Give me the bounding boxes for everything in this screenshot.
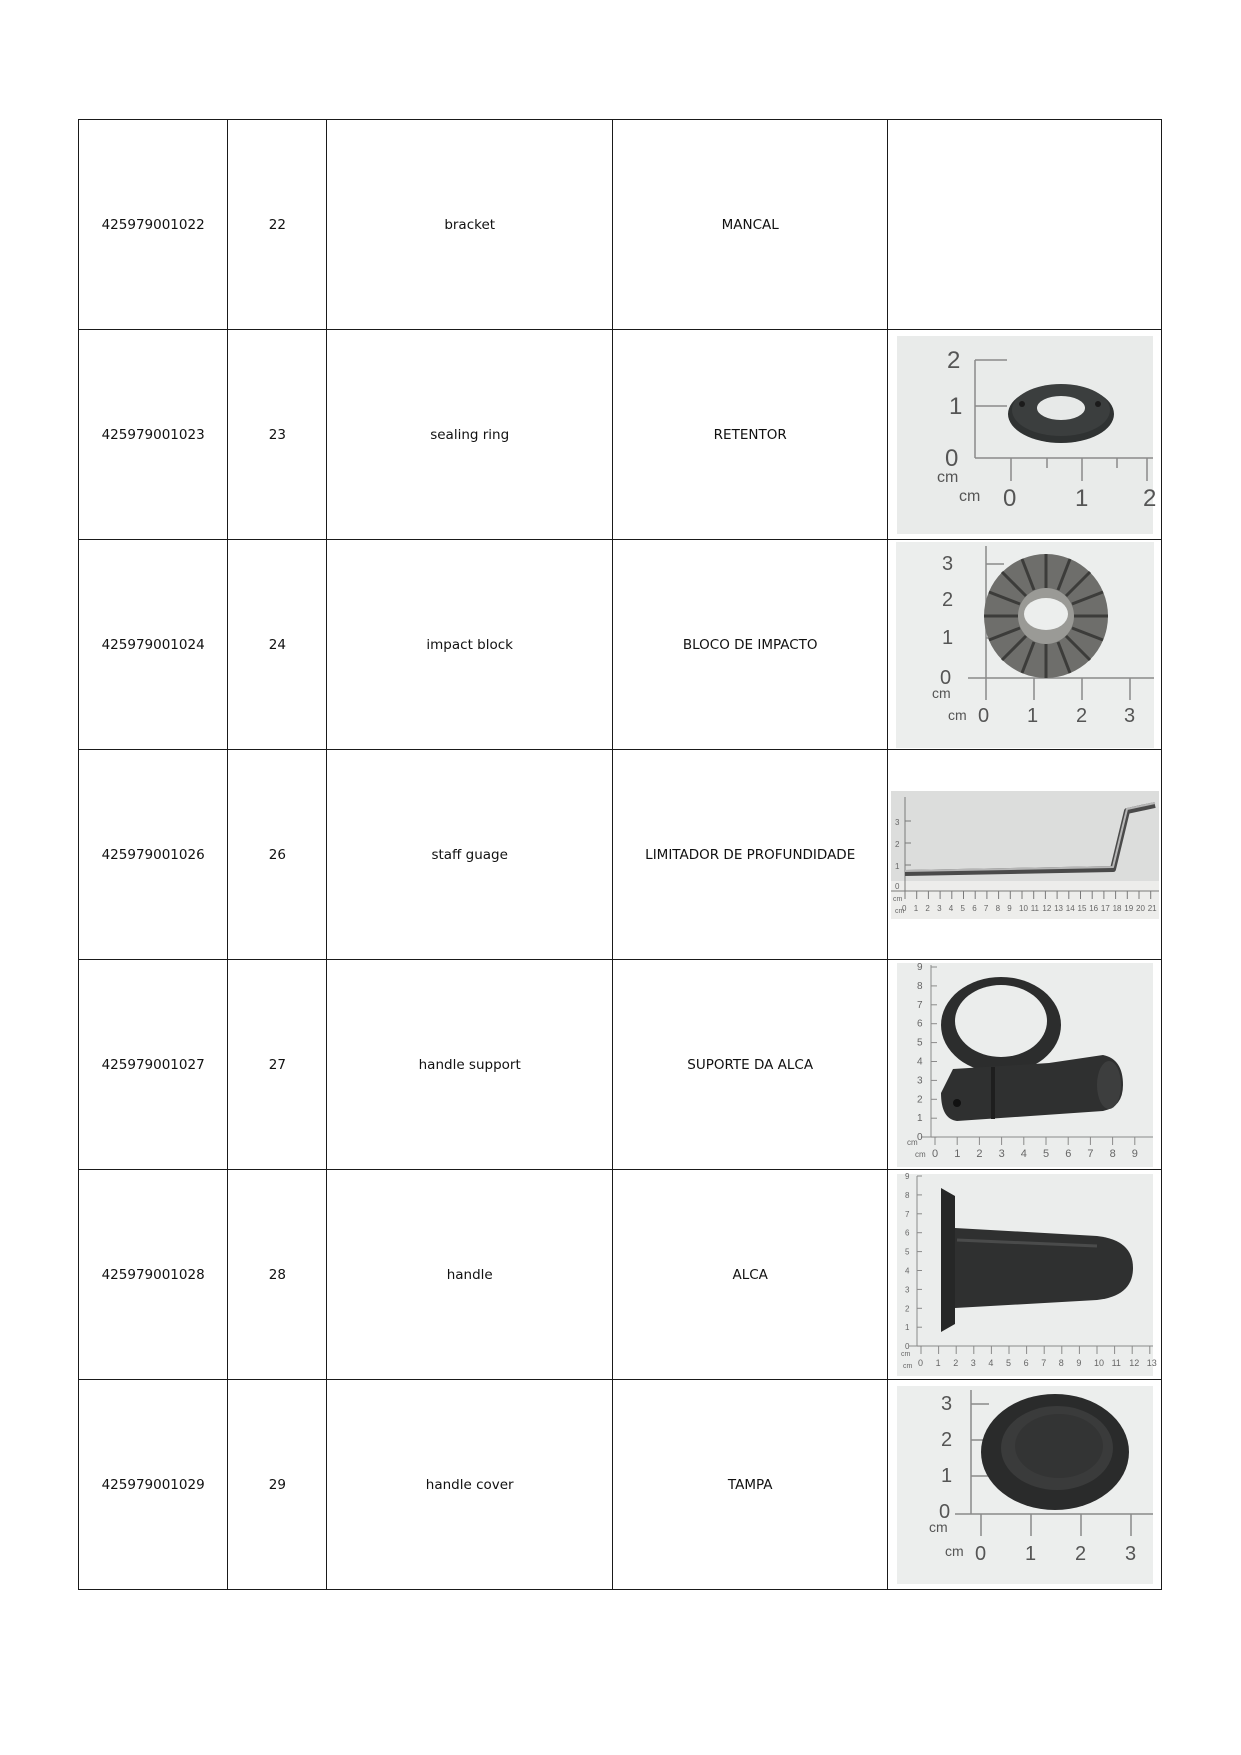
ruler-y-tick: 1 — [916, 1112, 923, 1124]
ruler-x-tick: 0 — [1002, 484, 1017, 512]
ruler-x-tick: 4 — [948, 903, 953, 913]
ruler-y-tick: 6 — [916, 1018, 923, 1030]
ruler-x-tick: 6 — [1023, 1357, 1029, 1368]
ruler-unit: cm — [958, 487, 981, 505]
ruler-x-tick: 5 — [1005, 1357, 1011, 1368]
ruler-x-tick: 7 — [983, 903, 989, 913]
ruler-y-tick: 1 — [941, 626, 953, 649]
parts-table — [78, 119, 1162, 1590]
part-image-cell — [888, 1380, 1162, 1590]
ruler-y-tick: 6 — [904, 1228, 910, 1238]
staff-gauge-photo — [891, 791, 1159, 919]
ruler-x-tick: 2 — [925, 903, 930, 913]
ruler-y-tick: 0 — [944, 444, 959, 472]
ruler-x-tick: 1 — [1024, 1542, 1036, 1565]
part-image-cell — [888, 120, 1162, 330]
ruler-y-tick: 9 — [916, 961, 923, 973]
ruler-x-tick: 6 — [1064, 1147, 1072, 1160]
ruler-x-tick: 9 — [1131, 1147, 1138, 1160]
table-row — [79, 750, 1162, 960]
ruler-x-tick: 0 — [901, 903, 907, 913]
table-row — [79, 120, 1162, 330]
part-name-pt: ALCA — [612, 1170, 888, 1380]
part-name-pt: SUPORTE DA ALCA — [612, 960, 888, 1170]
table-row — [79, 540, 1162, 750]
ruler-x-tick: 20 — [1135, 903, 1145, 913]
ruler-y-tick: 4 — [916, 1056, 923, 1067]
ruler-x-tick: 10 — [1018, 903, 1028, 913]
ruler-x-tick: 19 — [1124, 903, 1133, 913]
ruler-unit: cm — [906, 1137, 918, 1147]
ruler-y-tick: 0 — [939, 666, 951, 689]
ruler-x-tick: 1 — [1026, 704, 1038, 727]
ruler-x-tick: 2 — [976, 1147, 983, 1160]
table-row — [79, 330, 1162, 540]
ruler-x-tick: 3 — [998, 1147, 1005, 1160]
ruler-x-tick: 8 — [1109, 1147, 1116, 1160]
ruler-y-tick: 0 — [916, 1131, 923, 1143]
ruler-y-tick: 3 — [940, 1392, 952, 1415]
part-position: 24 — [228, 540, 327, 750]
ruler-x-tick: 7 — [1040, 1357, 1046, 1368]
ruler-y-tick: 1 — [904, 1322, 910, 1332]
ruler-x-tick: 18 — [1112, 903, 1122, 913]
part-image-cell — [888, 540, 1162, 750]
ruler-unit: cm — [914, 1149, 926, 1159]
ruler-y-tick: 2 — [941, 588, 953, 611]
ruler-y-tick: 0 — [894, 881, 900, 891]
ruler-x-tick: 2 — [1075, 704, 1087, 727]
ruler-x-tick: 1 — [913, 903, 918, 913]
ruler-y-tick: 7 — [916, 999, 923, 1011]
part-position: 26 — [228, 750, 327, 960]
ruler-y-tick: 8 — [904, 1190, 910, 1200]
ruler-x-tick: 5 — [1042, 1147, 1049, 1160]
ruler-x-tick: 1 — [1074, 484, 1089, 512]
ruler-unit: cm — [928, 1518, 948, 1535]
part-position: 22 — [228, 120, 327, 330]
ruler-x-tick: 0 — [917, 1357, 923, 1368]
ruler-x-tick: 2 — [1142, 484, 1157, 512]
ruler-x-tick: 12 — [1042, 903, 1052, 913]
ruler-y-tick: 0 — [904, 1341, 910, 1351]
ruler-y-tick: 2 — [894, 839, 900, 849]
part-name-en: sealing ring — [327, 330, 613, 540]
ruler-x-tick: 3 — [1124, 1542, 1136, 1565]
ruler-x-tick: 8 — [995, 903, 1000, 913]
ruler-y-tick: 1 — [940, 1464, 952, 1487]
ruler-y-tick: 3 — [904, 1284, 910, 1294]
ruler-x-tick: 13 — [1053, 903, 1063, 913]
part-code: 425979001029 — [79, 1380, 228, 1590]
ruler-x-tick: 3 — [970, 1357, 976, 1368]
ruler-x-tick: 16 — [1088, 903, 1098, 913]
ruler-x-tick: 3 — [936, 903, 942, 913]
part-name-pt: RETENTOR — [612, 330, 888, 540]
handle-photo — [897, 1171, 1157, 1376]
ruler-y-tick: 7 — [904, 1209, 910, 1219]
ruler-unit: cm — [902, 1362, 913, 1370]
handle-cover-photo — [897, 1386, 1153, 1584]
ruler-y-tick: 2 — [904, 1303, 910, 1313]
part-name-en: impact block — [327, 540, 613, 750]
impact-block-photo — [896, 542, 1154, 748]
ruler-x-tick: 2 — [1074, 1542, 1086, 1565]
table-row — [79, 1380, 1162, 1590]
ruler-x-tick: 3 — [1123, 704, 1135, 727]
ruler-x-tick: 10 — [1093, 1357, 1104, 1368]
ruler-x-tick: 14 — [1065, 903, 1075, 913]
part-code: 425979001028 — [79, 1170, 228, 1380]
ruler-y-tick: 5 — [916, 1037, 923, 1049]
part-code: 425979001026 — [79, 750, 228, 960]
ruler-x-tick: 1 — [935, 1357, 941, 1368]
ruler-x-tick: 0 — [977, 704, 989, 727]
ruler-y-tick: 4 — [904, 1266, 910, 1275]
handle-support-photo — [897, 963, 1153, 1167]
ruler-y-tick: 0 — [938, 1500, 950, 1523]
ruler-x-tick: 2 — [952, 1357, 958, 1368]
part-position: 29 — [228, 1380, 327, 1590]
part-image-cell — [888, 750, 1162, 960]
ruler-x-tick: 17 — [1100, 903, 1110, 913]
part-position: 28 — [228, 1170, 327, 1380]
part-name-pt: BLOCO DE IMPACTO — [612, 540, 888, 750]
ruler-x-tick: 5 — [960, 903, 965, 913]
part-name-en: staff guage — [327, 750, 613, 960]
ruler-x-tick: 9 — [1007, 903, 1012, 913]
part-position: 27 — [228, 960, 327, 1170]
ruler-x-tick: 0 — [974, 1542, 986, 1565]
ruler-y-tick: 1 — [894, 861, 900, 871]
ruler-y-tick: 3 — [941, 552, 953, 575]
table-row — [79, 1170, 1162, 1380]
part-image-cell — [888, 330, 1162, 540]
part-name-en: handle — [327, 1170, 613, 1380]
ruler-y-tick: 1 — [948, 392, 963, 420]
ruler-unit: cm — [944, 1542, 964, 1559]
ruler-unit: cm — [894, 907, 905, 915]
ruler-x-tick: 4 — [988, 1357, 994, 1368]
part-code: 425979001024 — [79, 540, 228, 750]
part-image-cell — [888, 960, 1162, 1170]
ruler-x-tick: 6 — [971, 903, 977, 913]
ruler-y-tick: 2 — [916, 1093, 923, 1105]
ruler-x-tick: 1 — [953, 1147, 961, 1160]
ruler-y-tick: 8 — [916, 980, 923, 992]
part-code: 425979001023 — [79, 330, 228, 540]
part-image-cell — [888, 1170, 1162, 1380]
ruler-y-tick: 9 — [904, 1171, 910, 1181]
ruler-unit: cm — [931, 684, 951, 701]
ruler-y-tick: 3 — [916, 1074, 923, 1086]
part-name-pt: TAMPA — [612, 1380, 888, 1590]
ruler-x-tick: 7 — [1087, 1147, 1094, 1160]
table-row — [79, 960, 1162, 1170]
ruler-x-tick: 4 — [1020, 1147, 1027, 1160]
ruler-x-tick: 13 — [1146, 1357, 1157, 1368]
part-name-pt: MANCAL — [612, 120, 888, 330]
ruler-unit: cm — [947, 706, 967, 723]
ruler-x-tick: 8 — [1058, 1357, 1064, 1368]
ruler-y-tick: 2 — [940, 1428, 952, 1451]
ruler-y-tick: 5 — [904, 1247, 910, 1257]
ruler-x-tick: 21 — [1147, 903, 1157, 913]
ruler-x-tick: 12 — [1128, 1357, 1139, 1368]
ruler-y-tick: 3 — [894, 817, 900, 827]
part-name-pt: LIMITADOR DE PROFUNDIDADE — [612, 750, 888, 960]
part-code: 425979001022 — [79, 120, 228, 330]
part-code: 425979001027 — [79, 960, 228, 1170]
ruler-x-tick: 0 — [931, 1147, 938, 1160]
ruler-unit: cm — [936, 468, 959, 486]
ruler-x-tick: 11 — [1030, 903, 1039, 913]
ruler-x-tick: 11 — [1111, 1357, 1121, 1368]
ruler-unit: cm — [900, 1350, 911, 1358]
ruler-unit: cm — [892, 895, 903, 903]
ruler-y-tick: 2 — [946, 346, 961, 374]
ruler-x-tick: 9 — [1076, 1357, 1082, 1368]
ruler-x-tick: 15 — [1077, 903, 1087, 913]
sealing-ring-photo — [897, 336, 1157, 534]
part-name-en: bracket — [327, 120, 613, 330]
part-position: 23 — [228, 330, 327, 540]
part-name-en: handle cover — [327, 1380, 613, 1590]
part-name-en: handle support — [327, 960, 613, 1170]
